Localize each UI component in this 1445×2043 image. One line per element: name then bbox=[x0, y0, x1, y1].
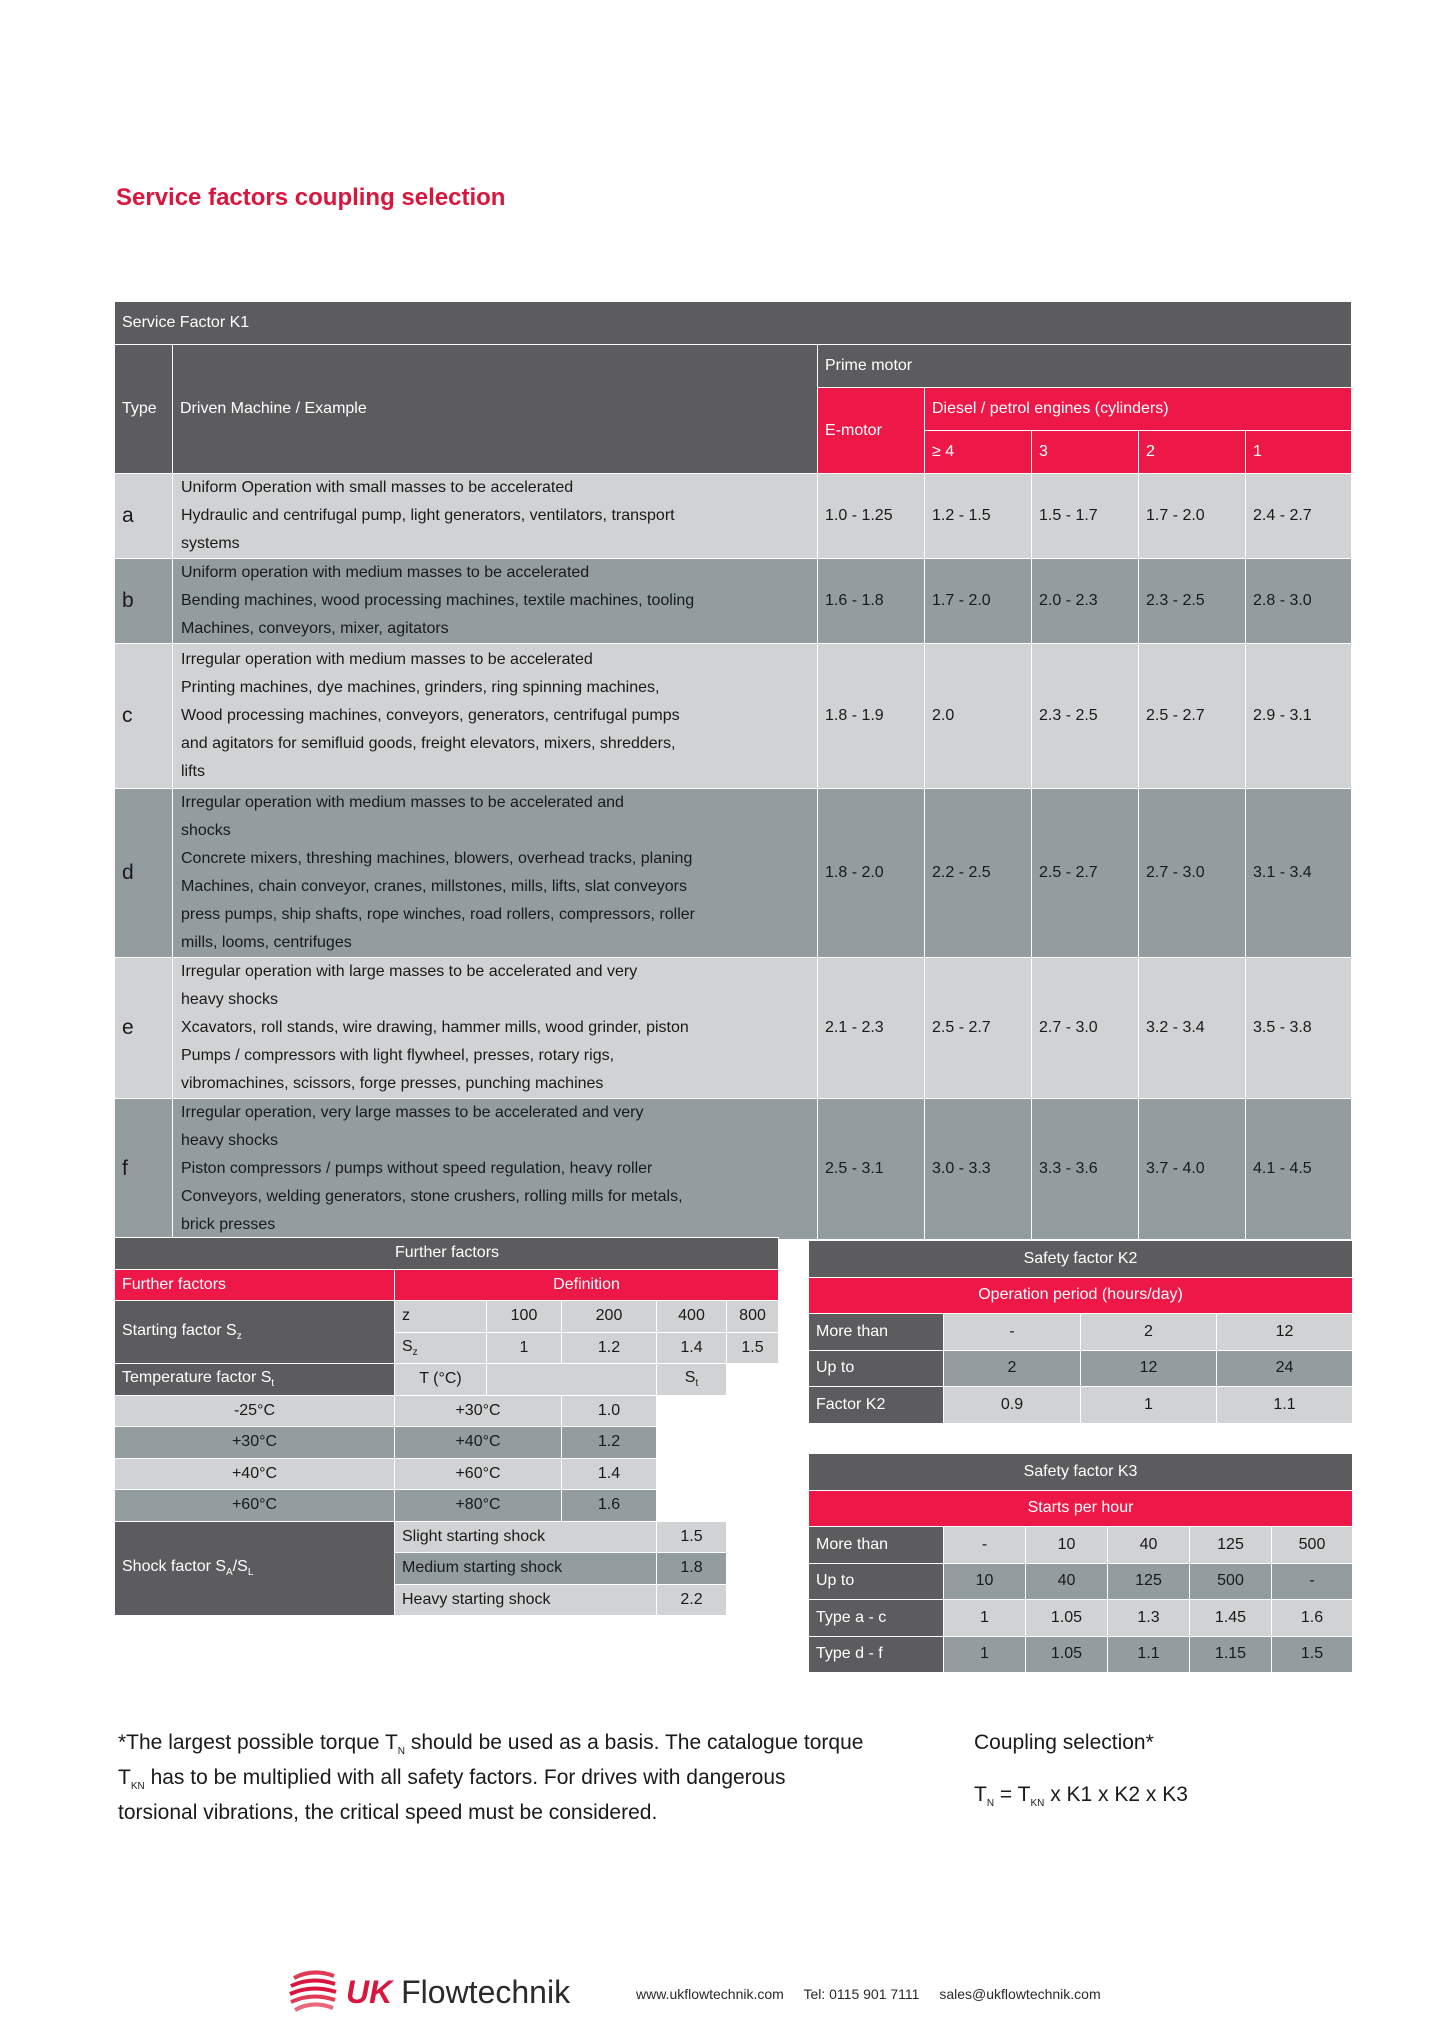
ff-caption: Further factors bbox=[115, 1238, 779, 1270]
temp-value: 1.4 bbox=[562, 1458, 657, 1490]
k3-value: 125 bbox=[1190, 1527, 1272, 1564]
k3-value: 1.15 bbox=[1190, 1636, 1272, 1673]
z-value: 200 bbox=[562, 1301, 657, 1333]
k3-value: 10 bbox=[1026, 1527, 1108, 1564]
page-title: Service factors coupling selection bbox=[116, 184, 506, 211]
k3-value: 1.3 bbox=[1108, 1600, 1190, 1637]
description-line: Pumps / compressors with light flywheel, presses, rotary rigs, bbox=[181, 1047, 615, 1064]
description-line: Printing machines, dye machines, grinders, ring spinning machines, bbox=[181, 679, 660, 696]
temp-row bbox=[115, 1395, 779, 1427]
z-value: 800 bbox=[727, 1301, 779, 1333]
sz-value: 1.2 bbox=[562, 1332, 657, 1364]
k1-rows bbox=[115, 474, 1352, 1240]
description-line: shocks bbox=[181, 822, 231, 839]
k1-row bbox=[115, 1099, 1352, 1240]
k3-rows bbox=[809, 1527, 1353, 1673]
description-line: Uniform Operation with small masses to be accelerated bbox=[181, 479, 574, 496]
flowtechnik-logo-icon bbox=[288, 1966, 338, 2018]
contact-info bbox=[636, 1986, 1117, 2002]
k2-row bbox=[809, 1387, 1353, 1424]
coupling-selection-title: Coupling selection* bbox=[974, 1731, 1154, 1754]
temp-value: 1.6 bbox=[562, 1490, 657, 1522]
k2-caption: Safety factor K2 bbox=[809, 1241, 1353, 1278]
row-type: e bbox=[115, 958, 173, 1099]
temp-t-header: T (°C) bbox=[395, 1364, 487, 1396]
k2-value: - bbox=[944, 1314, 1081, 1351]
k2-value: 12 bbox=[1217, 1314, 1353, 1351]
k3-value: 1.45 bbox=[1190, 1600, 1272, 1637]
temp-value: 1.2 bbox=[562, 1427, 657, 1459]
k2-row-label: Up to bbox=[809, 1350, 944, 1387]
row-description bbox=[173, 474, 818, 559]
k2-value: 2 bbox=[944, 1350, 1081, 1387]
factor-value: 3.3 - 3.6 bbox=[1032, 1099, 1139, 1240]
ff-col-definition: Definition bbox=[395, 1269, 779, 1301]
z-value: 400 bbox=[657, 1301, 727, 1333]
sz-value: 1.4 bbox=[657, 1332, 727, 1364]
temp-to: +30°C bbox=[395, 1395, 562, 1427]
k3-value: 40 bbox=[1026, 1563, 1108, 1600]
shock-name: Medium starting shock bbox=[395, 1553, 657, 1585]
k3-value: - bbox=[944, 1527, 1026, 1564]
shock-slash: /S bbox=[232, 1558, 248, 1576]
factor-value: 1.8 - 1.9 bbox=[818, 644, 925, 789]
description-line: brick presses bbox=[181, 1216, 276, 1233]
temp-row bbox=[115, 1427, 779, 1459]
k3-value: 500 bbox=[1272, 1527, 1353, 1564]
description-line: vibromachines, scissors, forge presses, punching machines bbox=[181, 1075, 604, 1092]
k2-value: 1.1 bbox=[1217, 1387, 1353, 1424]
k3-value: 1.5 bbox=[1272, 1636, 1353, 1673]
temperature-factor-label: Temperature factor $S_t$ bbox=[115, 1364, 395, 1396]
temp-from: -25°C bbox=[115, 1395, 395, 1427]
factor-value: 2.3 - 2.5 bbox=[1139, 559, 1246, 644]
row-type: c bbox=[115, 644, 173, 789]
k3-value: 125 bbox=[1108, 1563, 1190, 1600]
factor-value: 1.8 - 2.0 bbox=[818, 789, 925, 958]
cyl-header: 1 bbox=[1246, 431, 1352, 474]
factor-value: 2.1 - 2.3 bbox=[818, 958, 925, 1099]
factor-value: 2.9 - 3.1 bbox=[1246, 644, 1352, 789]
k1-row bbox=[115, 559, 1352, 644]
temp-from: +60°C bbox=[115, 1490, 395, 1522]
factor-value: 1.0 - 1.25 bbox=[818, 474, 925, 559]
k2-value: 0.9 bbox=[944, 1387, 1081, 1424]
factor-value: 3.7 - 4.0 bbox=[1139, 1099, 1246, 1240]
email-link[interactable]: sales@ukflowtechnik.com bbox=[939, 1986, 1101, 2002]
description-line: Irregular operation with large masses to be accelerated and very bbox=[181, 963, 638, 980]
shock-name: Slight starting shock bbox=[395, 1521, 657, 1553]
factor-value: 2.0 - 2.3 bbox=[1032, 559, 1139, 644]
description-line: Bending machines, wood processing machines, textile machines, tooling bbox=[181, 592, 695, 609]
k1-row bbox=[115, 789, 1352, 958]
sz-value: 1.5 bbox=[727, 1332, 779, 1364]
factor-value: 1.2 - 1.5 bbox=[925, 474, 1032, 559]
k3-value: 1.6 bbox=[1272, 1600, 1353, 1637]
k2-value: 1 bbox=[1081, 1387, 1217, 1424]
description-line: Conveyors, welding generators, stone crushers, rolling mills for metals, bbox=[181, 1188, 683, 1205]
k2-row bbox=[809, 1314, 1353, 1351]
description-line: Irregular operation with medium masses to be accelerated and bbox=[181, 794, 624, 811]
k1-row bbox=[115, 958, 1352, 1099]
description-line: systems bbox=[181, 535, 240, 552]
k3-row-label: Up to bbox=[809, 1563, 944, 1600]
diesel-header: Diesel / petrol engines (cylinders) bbox=[925, 388, 1352, 431]
k1-caption: Service Factor K1 bbox=[115, 302, 1352, 345]
k2-value: 12 bbox=[1081, 1350, 1217, 1387]
shock-name: Heavy starting shock bbox=[395, 1584, 657, 1616]
factor-value: 4.1 - 4.5 bbox=[1246, 1099, 1352, 1240]
temp-row bbox=[115, 1490, 779, 1522]
k3-row bbox=[809, 1636, 1353, 1673]
k3-value: 1.1 bbox=[1108, 1636, 1190, 1673]
starting-factor-label: Starting factor $S_z$ bbox=[115, 1301, 395, 1364]
k3-subcaption: Starts per hour bbox=[809, 1490, 1353, 1527]
safety-factor-k2-table bbox=[808, 1240, 1353, 1424]
k3-value: 40 bbox=[1108, 1527, 1190, 1564]
description-line: Irregular operation, very large masses to be accelerated and very bbox=[181, 1104, 644, 1121]
shock-sub-l: L bbox=[247, 1567, 254, 1579]
temp-blank bbox=[487, 1364, 657, 1396]
sz-label: $S_z$ bbox=[395, 1332, 487, 1364]
cyl-header: 3 bbox=[1032, 431, 1139, 474]
description-line: press pumps, ship shafts, rope winches, road rollers, compressors, roller bbox=[181, 906, 695, 923]
col-driven-header: Driven Machine / Example bbox=[173, 345, 818, 474]
description-line: heavy shocks bbox=[181, 991, 278, 1008]
factor-value: 2.5 - 2.7 bbox=[925, 958, 1032, 1099]
website-link[interactable]: www.ukflowtechnik.com bbox=[636, 1986, 784, 2002]
factor-value: 3.1 - 3.4 bbox=[1246, 789, 1352, 958]
factor-value: 2.3 - 2.5 bbox=[1032, 644, 1139, 789]
shock-label-text: Shock factor S bbox=[122, 1558, 227, 1576]
coupling-selection bbox=[974, 1730, 1188, 1817]
k3-row bbox=[809, 1563, 1353, 1600]
torque-note: *The largest possible torque $T_N$ should be used as a basis. The catalogue torque $T_{KN}$ has to be multiplied with all safety factors. For drives with dangerous torsional vibrations, the critical speed must be considered. bbox=[118, 1731, 864, 1825]
row-description bbox=[173, 789, 818, 958]
k2-value: 24 bbox=[1217, 1350, 1353, 1387]
row-type: d bbox=[115, 789, 173, 958]
row-description bbox=[173, 958, 818, 1099]
factor-value: 2.7 - 3.0 bbox=[1032, 958, 1139, 1099]
row-description bbox=[173, 644, 818, 789]
temp-row bbox=[115, 1458, 779, 1490]
k1-row bbox=[115, 644, 1352, 789]
factor-value: 2.5 - 2.7 bbox=[1139, 644, 1246, 789]
row-type: f bbox=[115, 1099, 173, 1240]
description-line: Concrete mixers, threshing machines, blowers, overhead tracks, planing bbox=[181, 850, 693, 867]
service-factor-k1-table bbox=[114, 301, 1352, 1240]
k2-subcaption: Operation period (hours/day) bbox=[809, 1277, 1353, 1314]
ff-col-left: Further factors bbox=[115, 1269, 395, 1301]
col-type-header: Type bbox=[115, 345, 173, 474]
cyl-header: 2 bbox=[1139, 431, 1246, 474]
company-logo-text: UK Flowtechnik bbox=[346, 1974, 571, 2010]
footer bbox=[288, 1966, 1188, 2026]
row-description bbox=[173, 1099, 818, 1240]
further-factors-table bbox=[114, 1237, 779, 1616]
factor-value: 1.7 - 2.0 bbox=[925, 559, 1032, 644]
factor-value: 1.7 - 2.0 bbox=[1139, 474, 1246, 559]
safety-factor-k3-table bbox=[808, 1453, 1353, 1673]
description-line: Uniform operation with medium masses to be accelerated bbox=[181, 564, 590, 581]
k2-rows bbox=[809, 1314, 1353, 1424]
k3-row-label: Type a - c bbox=[809, 1600, 944, 1637]
k3-value: 1.05 bbox=[1026, 1600, 1108, 1637]
k1-row bbox=[115, 474, 1352, 559]
k3-row-label: Type d - f bbox=[809, 1636, 944, 1673]
factor-value: 3.5 - 3.8 bbox=[1246, 958, 1352, 1099]
factor-value: 1.5 - 1.7 bbox=[1032, 474, 1139, 559]
factor-value: 1.6 - 1.8 bbox=[818, 559, 925, 644]
description-line: Hydraulic and centrifugal pump, light generators, ventilators, transport bbox=[181, 507, 675, 524]
temp-rows bbox=[115, 1395, 779, 1521]
cyl-header: ≥ 4 bbox=[925, 431, 1032, 474]
factor-value: 2.0 bbox=[925, 644, 1032, 789]
description-line: and agitators for semifluid goods, freight elevators, mixers, shredders, bbox=[181, 735, 676, 752]
description-line: Machines, conveyors, mixer, agitators bbox=[181, 620, 449, 637]
temp-value: 1.0 bbox=[562, 1395, 657, 1427]
description-line: mills, looms, centrifuges bbox=[181, 934, 352, 951]
sz-value: 1 bbox=[487, 1332, 562, 1364]
temp-to: +80°C bbox=[395, 1490, 562, 1522]
temp-to: +40°C bbox=[395, 1427, 562, 1459]
factor-value: 2.5 - 2.7 bbox=[1032, 789, 1139, 958]
shock-value: 1.5 bbox=[657, 1521, 727, 1553]
description-line: Machines, chain conveyor, cranes, millstones, mills, lifts, slat conveyors bbox=[181, 878, 687, 895]
k2-value: 2 bbox=[1081, 1314, 1217, 1351]
temp-from: +40°C bbox=[115, 1458, 395, 1490]
k2-row-label: Factor K2 bbox=[809, 1387, 944, 1424]
factor-value: 2.5 - 3.1 bbox=[818, 1099, 925, 1240]
shock-factor-label bbox=[115, 1521, 395, 1616]
factor-value: 3.0 - 3.3 bbox=[925, 1099, 1032, 1240]
k3-value: 10 bbox=[944, 1563, 1026, 1600]
shock-sub-a: A bbox=[226, 1567, 233, 1579]
shock-row bbox=[115, 1521, 779, 1553]
description-line: Piston compressors / pumps without speed regulation, heavy roller bbox=[181, 1160, 653, 1177]
k3-caption: Safety factor K3 bbox=[809, 1454, 1353, 1491]
factor-value: 2.2 - 2.5 bbox=[925, 789, 1032, 958]
k3-value: 1.05 bbox=[1026, 1636, 1108, 1673]
coupling-formula: $T_N = T_{KN}$ x K1 x K2 x K3 bbox=[974, 1783, 1188, 1810]
description-line: Xcavators, roll stands, wire drawing, hammer mills, wood grinder, piston bbox=[181, 1019, 689, 1036]
temp-to: +60°C bbox=[395, 1458, 562, 1490]
emotor-header: E-motor bbox=[818, 388, 925, 474]
description-line: Irregular operation with medium masses to be accelerated bbox=[181, 651, 593, 668]
factor-value: 2.8 - 3.0 bbox=[1246, 559, 1352, 644]
shock-rows bbox=[115, 1521, 779, 1616]
k3-value: - bbox=[1272, 1563, 1353, 1600]
description-line: Wood processing machines, conveyors, generators, centrifugal pumps bbox=[181, 707, 680, 724]
z-value: 100 bbox=[487, 1301, 562, 1333]
k2-row-label: More than bbox=[809, 1314, 944, 1351]
k3-row bbox=[809, 1527, 1353, 1564]
k3-row bbox=[809, 1600, 1353, 1637]
prime-motor-header: Prime motor bbox=[818, 345, 1352, 388]
row-type: b bbox=[115, 559, 173, 644]
factor-value: 3.2 - 3.4 bbox=[1139, 958, 1246, 1099]
k3-value: 1 bbox=[944, 1600, 1026, 1637]
row-type: a bbox=[115, 474, 173, 559]
z-label: z bbox=[395, 1301, 487, 1333]
shock-value: 2.2 bbox=[657, 1584, 727, 1616]
temp-s-header: $S_t$ bbox=[657, 1364, 727, 1396]
k3-value: 500 bbox=[1190, 1563, 1272, 1600]
k2-row bbox=[809, 1350, 1353, 1387]
description-line: lifts bbox=[181, 763, 205, 780]
factor-value: 2.4 - 2.7 bbox=[1246, 474, 1352, 559]
factor-value: 2.7 - 3.0 bbox=[1139, 789, 1246, 958]
description-line: heavy shocks bbox=[181, 1132, 278, 1149]
k3-row-label: More than bbox=[809, 1527, 944, 1564]
telephone: Tel: 0115 901 7111 bbox=[803, 1986, 920, 2002]
k3-value: 1 bbox=[944, 1636, 1026, 1673]
shock-value: 1.8 bbox=[657, 1553, 727, 1585]
temp-from: +30°C bbox=[115, 1427, 395, 1459]
row-description bbox=[173, 559, 818, 644]
